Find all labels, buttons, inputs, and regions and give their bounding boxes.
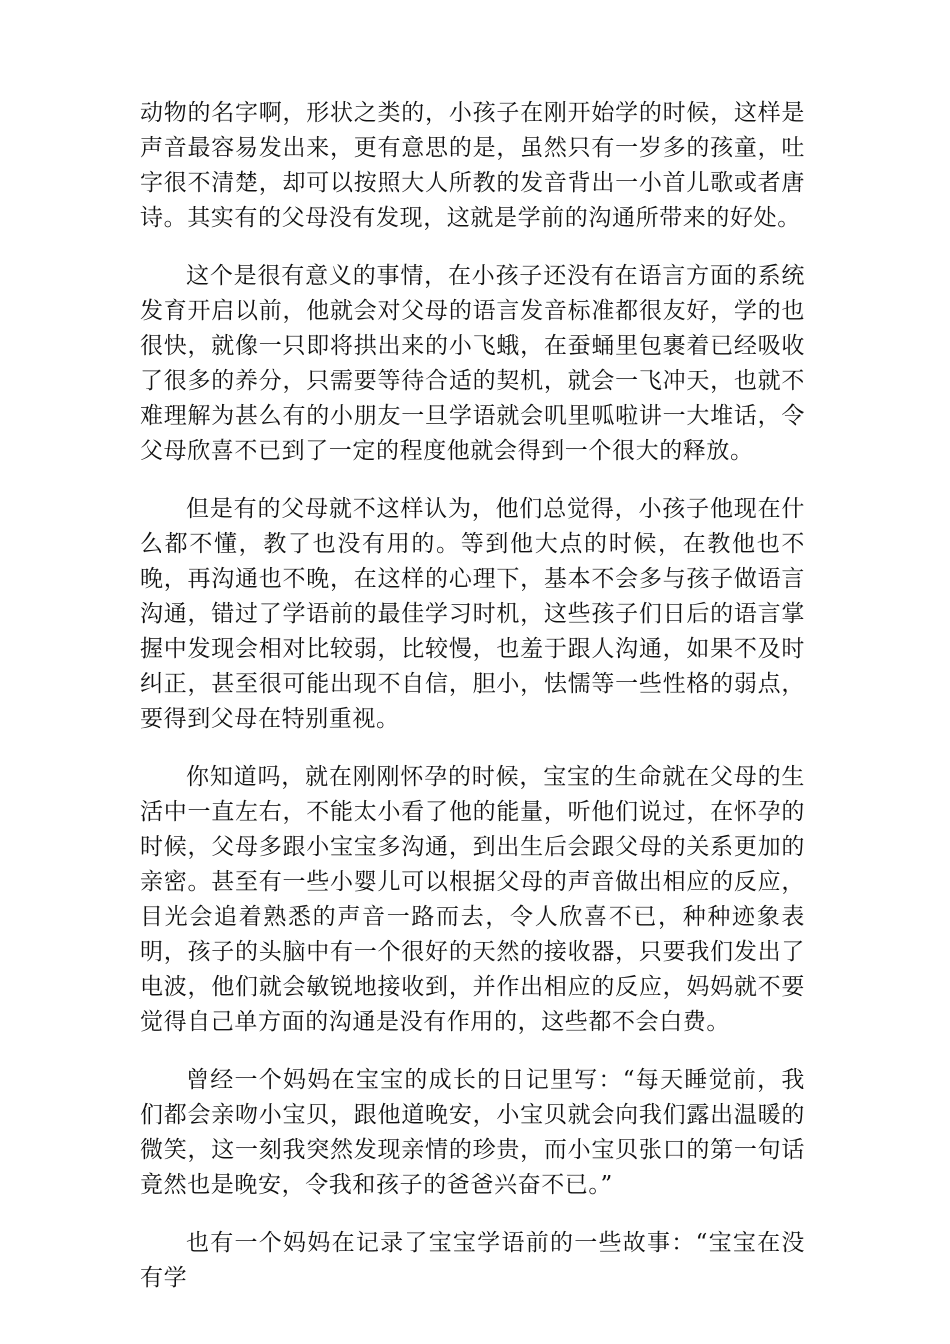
paragraph-5: 曾经一个妈妈在宝宝的成长的日记里写：“每天睡觉前，我们都会亲吻小宝贝，跟他道晚安，小宝贝就会向我们露出温暖的微笑，这一刻我突然发现亲情的珍贵，而小宝贝张口的第一句话竟然也是晚安，令我和孩子的爸爸兴奋不已。”	[140, 1067, 805, 1198]
body-text	[140, 96, 805, 1319]
paragraph-1: 动物的名字啊，形状之类的，小孩子在刚开始学的时候，这样是声音最容易发出来，更有意思的是，虽然只有一岁多的孩童，吐字很不清楚，却可以按照大人所教的发音背出一小首儿歌或者唐诗。其实有的父母没有发现，这就是学前的沟通所带来的好处。	[140, 100, 805, 231]
paragraph-4: 你知道吗，就在刚刚怀孕的时候，宝宝的生命就在父母的生活中一直左右，不能太小看了他的能量，听他们说过，在怀孕的时候，父母多跟小宝宝多沟通，到出生后会跟父母的关系更加的亲密。甚至有一些小婴儿可以根据父母的声音做出相应的反应，目光会追着熟悉的声音一路而去，令人欣喜不已，种种迹象表明，孩子的头脑中有一个很好的天然的接收器，只要我们发出了电波，他们就会敏锐地接收到，并作出相应的反应，妈妈就不要觉得自己单方面的沟通是没有作用的，这些都不会白费。	[140, 764, 805, 1035]
paragraph-6: 也有一个妈妈在记录了宝宝学语前的一些故事：“宝宝在没有学	[140, 1230, 805, 1291]
paragraph-3: 但是有的父母就不这样认为，他们总觉得，小孩子他现在什么都不懂，教了也没有用的。等到他大点的时候，在教他也不晚，再沟通也不晚，在这样的心理下，基本不会多与孩子做语言沟通，错过了学语前的最佳学习时机，这些孩子们日后的语言掌握中发现会相对比较弱，比较慢，也羞于跟人沟通，如果不及时纠正，甚至很可能出现不自信，胆小，怯懦等一些性格的弱点，要得到父母在特别重视。	[140, 496, 805, 732]
paragraph-2: 这个是很有意义的事情，在小孩子还没有在语言方面的系统发育开启以前，他就会对父母的语言发音标准都很友好，学的也很快，就像一只即将拱出来的小飞蛾，在蚕蛹里包裹着已经吸收了很多的养分，只需要等待合适的契机，就会一飞冲天，也就不难理解为甚么有的小朋友一旦学语就会叽里呱啦讲一大堆话，令父母欣喜不已到了一定的程度他就会得到一个很大的释放。	[140, 263, 805, 464]
